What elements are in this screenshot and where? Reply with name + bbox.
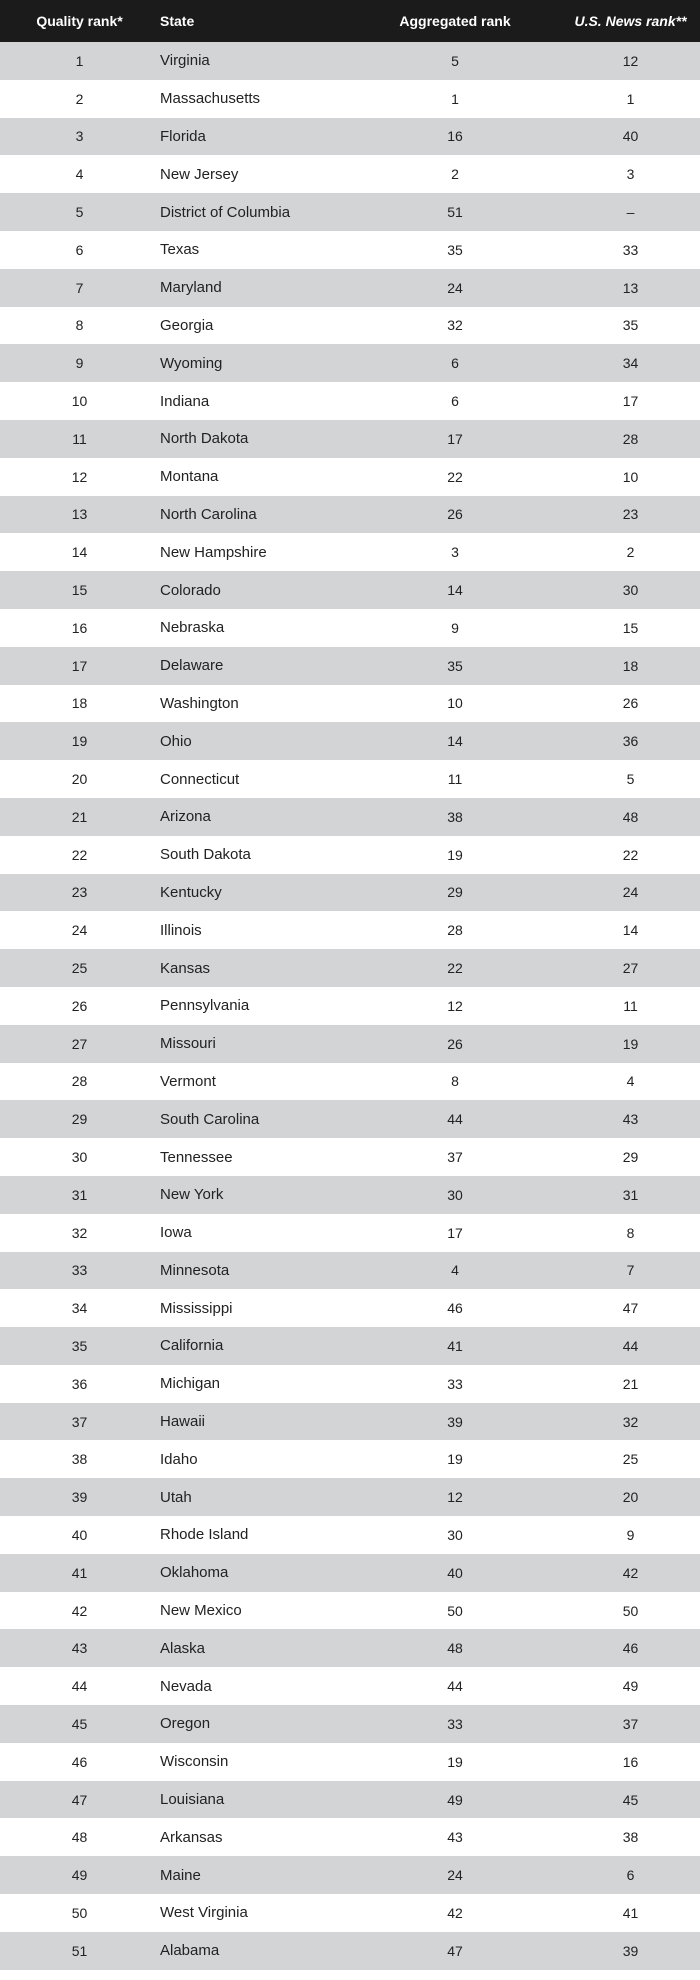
cell-us-news-rank: 14 — [622, 922, 639, 939]
cell-state: Washington — [160, 694, 239, 712]
cell-aggregated-rank: 17 — [447, 430, 463, 447]
cell-aggregated-rank: 33 — [447, 1715, 463, 1732]
cell-quality-rank: 32 — [71, 1224, 88, 1241]
table-row — [0, 1705, 700, 1743]
cell-aggregated-rank: 51 — [447, 204, 463, 221]
table-row — [0, 1554, 700, 1592]
cell-us-news-rank: 18 — [622, 657, 639, 674]
cell-us-news-rank: 7 — [626, 1262, 635, 1279]
cell-aggregated-rank: 35 — [447, 657, 463, 674]
cell-quality-rank: 29 — [71, 1111, 88, 1128]
table-row — [0, 155, 700, 193]
table-row — [0, 382, 700, 420]
cell-aggregated-rank: 30 — [447, 1186, 463, 1203]
table-row — [0, 1063, 700, 1101]
cell-aggregated-rank: 37 — [447, 1149, 463, 1165]
cell-aggregated-rank: 48 — [447, 1640, 463, 1657]
cell-quality-rank: 49 — [71, 1867, 88, 1884]
cell-us-news-rank: 38 — [622, 1829, 639, 1846]
cell-state: Utah — [160, 1488, 192, 1506]
cell-us-news-rank: 19 — [622, 1035, 639, 1052]
cell-aggregated-rank: 32 — [447, 317, 463, 334]
cell-state: Maryland — [160, 279, 222, 297]
cell-aggregated-rank: 41 — [447, 1337, 463, 1354]
cell-us-news-rank: 8 — [626, 1224, 635, 1241]
cell-quality-rank: 26 — [71, 997, 88, 1014]
table-row — [0, 1289, 700, 1327]
cell-quality-rank: 21 — [71, 808, 88, 825]
cell-us-news-rank: 1 — [626, 90, 635, 107]
table-row — [0, 1667, 700, 1705]
table-row — [0, 193, 700, 231]
cell-us-news-rank: 2 — [626, 544, 635, 561]
cell-us-news-rank: 50 — [622, 1602, 639, 1619]
cell-state: District of Columbia — [160, 203, 291, 221]
cell-aggregated-rank: 40 — [447, 1564, 463, 1581]
cell-quality-rank: 50 — [71, 1904, 88, 1921]
header-quality-rank: Quality rank* — [36, 13, 123, 29]
table-row — [0, 1592, 700, 1630]
cell-state: New Mexico — [160, 1602, 242, 1620]
cell-us-news-rank: 22 — [622, 846, 639, 863]
cell-aggregated-rank: 19 — [447, 846, 463, 863]
cell-aggregated-rank: 8 — [451, 1073, 459, 1090]
table-body — [0, 42, 700, 1970]
cell-aggregated-rank: 5 — [451, 52, 459, 69]
table-row — [0, 1138, 700, 1176]
table-row — [0, 1100, 700, 1138]
table-row — [0, 1365, 700, 1403]
cell-us-news-rank: 34 — [622, 355, 639, 372]
table-row — [0, 1403, 700, 1441]
cell-aggregated-rank: 11 — [447, 771, 463, 788]
cell-quality-rank: 45 — [71, 1715, 88, 1732]
cell-quality-rank: 2 — [75, 90, 84, 107]
cell-state: Connecticut — [160, 770, 240, 788]
cell-state: North Carolina — [160, 505, 257, 523]
cell-aggregated-rank: 6 — [451, 355, 459, 372]
cell-aggregated-rank: 29 — [447, 884, 463, 901]
cell-us-news-rank: 44 — [622, 1337, 639, 1354]
table-row — [0, 571, 700, 609]
cell-state: Alaska — [160, 1639, 206, 1657]
table-row — [0, 80, 700, 118]
cell-quality-rank: 16 — [71, 619, 88, 636]
cell-state: Wyoming — [160, 354, 223, 372]
cell-quality-rank: 39 — [71, 1489, 88, 1506]
cell-us-news-rank: 48 — [622, 808, 639, 825]
cell-us-news-rank: 4 — [626, 1073, 635, 1090]
cell-us-news-rank: 10 — [622, 468, 639, 485]
cell-us-news-rank: 5 — [626, 771, 635, 788]
cell-aggregated-rank: 24 — [447, 279, 463, 296]
cell-aggregated-rank: 46 — [447, 1300, 463, 1317]
cell-aggregated-rank: 50 — [447, 1602, 463, 1619]
table-row — [0, 458, 700, 496]
cell-quality-rank: 24 — [71, 922, 88, 939]
cell-us-news-rank: 6 — [626, 1867, 635, 1884]
table-row — [0, 1743, 700, 1781]
cell-us-news-rank: 33 — [622, 241, 639, 258]
cell-quality-rank: 4 — [75, 166, 84, 183]
cell-quality-rank: 36 — [71, 1375, 88, 1392]
cell-aggregated-rank: 9 — [451, 619, 459, 636]
cell-state: Hawaii — [160, 1413, 206, 1431]
cell-state: Rhode Island — [160, 1526, 249, 1544]
cell-quality-rank: 38 — [71, 1451, 88, 1468]
cell-state: Vermont — [160, 1072, 216, 1090]
cell-us-news-rank: 24 — [622, 884, 639, 901]
cell-state: Ohio — [160, 732, 192, 750]
cell-quality-rank: 23 — [71, 884, 88, 901]
cell-us-news-rank: 49 — [622, 1678, 639, 1695]
table-row — [0, 647, 700, 685]
cell-state: Illinois — [160, 921, 202, 939]
table-row — [0, 1176, 700, 1214]
cell-quality-rank: 25 — [71, 960, 88, 977]
cell-state: Idaho — [160, 1450, 198, 1468]
cell-quality-rank: 40 — [71, 1526, 88, 1543]
cell-aggregated-rank: 12 — [447, 1489, 463, 1506]
table-row — [0, 118, 700, 156]
cell-state: Tennessee — [160, 1148, 233, 1166]
cell-quality-rank: 9 — [75, 355, 84, 372]
cell-quality-rank: 15 — [71, 582, 88, 599]
cell-us-news-rank: 37 — [622, 1715, 639, 1732]
cell-us-news-rank: 9 — [626, 1526, 635, 1543]
cell-aggregated-rank: 38 — [447, 808, 463, 825]
cell-quality-rank: 41 — [71, 1564, 88, 1581]
cell-state: Missouri — [160, 1035, 216, 1053]
cell-quality-rank: 7 — [75, 279, 84, 296]
cell-quality-rank: 17 — [71, 657, 88, 674]
table-row — [0, 307, 700, 345]
cell-quality-rank: 18 — [71, 695, 88, 712]
cell-quality-rank: 11 — [72, 430, 87, 447]
table-row — [0, 609, 700, 647]
table-row — [0, 1818, 700, 1856]
cell-us-news-rank: – — [626, 204, 635, 221]
cell-us-news-rank: 25 — [622, 1451, 639, 1468]
cell-quality-rank: 35 — [71, 1337, 88, 1354]
cell-quality-rank: 34 — [71, 1300, 88, 1317]
cell-aggregated-rank: 43 — [447, 1829, 463, 1846]
cell-us-news-rank: 17 — [622, 393, 639, 410]
table-row — [0, 533, 700, 571]
cell-state: Colorado — [160, 581, 221, 599]
cell-us-news-rank: 16 — [622, 1753, 639, 1770]
cell-state: Arizona — [160, 808, 211, 826]
table-row — [0, 269, 700, 307]
cell-aggregated-rank: 42 — [447, 1904, 463, 1921]
table-row — [0, 496, 700, 534]
cell-us-news-rank: 46 — [622, 1640, 639, 1657]
table-row — [0, 874, 700, 912]
cell-state: Maine — [160, 1866, 201, 1884]
cell-quality-rank: 27 — [71, 1035, 88, 1052]
cell-aggregated-rank: 17 — [447, 1224, 463, 1241]
cell-state: Mississippi — [160, 1299, 233, 1317]
cell-state: Minnesota — [160, 1261, 230, 1279]
cell-aggregated-rank: 47 — [447, 1942, 463, 1959]
table-row — [0, 1932, 700, 1970]
table-row — [0, 836, 700, 874]
table-row — [0, 42, 700, 80]
cell-aggregated-rank: 33 — [447, 1375, 463, 1392]
cell-quality-rank: 37 — [71, 1413, 88, 1430]
cell-aggregated-rank: 26 — [447, 1035, 463, 1052]
cell-state: Georgia — [160, 316, 214, 334]
cell-quality-rank: 51 — [71, 1942, 88, 1959]
cell-state: Kentucky — [160, 883, 222, 901]
cell-us-news-rank: 30 — [622, 582, 639, 599]
table-row — [0, 1781, 700, 1819]
table-row — [0, 420, 700, 458]
table-row — [0, 722, 700, 760]
cell-state: West Virginia — [160, 1904, 248, 1922]
cell-us-news-rank: 45 — [622, 1791, 639, 1808]
cell-aggregated-rank: 14 — [447, 733, 463, 750]
cell-state: Massachusetts — [160, 90, 261, 108]
cell-us-news-rank: 28 — [622, 430, 639, 447]
cell-state: Wisconsin — [160, 1753, 229, 1771]
cell-quality-rank: 44 — [71, 1678, 88, 1695]
cell-quality-rank: 12 — [71, 468, 88, 485]
cell-quality-rank: 20 — [71, 771, 88, 788]
table-row — [0, 1327, 700, 1365]
table-row — [0, 911, 700, 949]
table-row — [0, 1516, 700, 1554]
header-row — [0, 0, 700, 42]
cell-aggregated-rank: 4 — [451, 1262, 459, 1279]
cell-us-news-rank: 11 — [623, 997, 638, 1014]
cell-us-news-rank: 31 — [622, 1186, 639, 1203]
cell-aggregated-rank: 3 — [451, 544, 459, 561]
cell-us-news-rank: 39 — [622, 1942, 639, 1959]
cell-aggregated-rank: 16 — [447, 128, 463, 145]
cell-aggregated-rank: 44 — [447, 1678, 463, 1695]
cell-us-news-rank: 27 — [622, 960, 639, 977]
table-row — [0, 1856, 700, 1894]
table-row — [0, 1629, 700, 1667]
cell-state: Virginia — [160, 52, 210, 70]
cell-aggregated-rank: 14 — [447, 582, 463, 599]
cell-quality-rank: 5 — [75, 204, 84, 221]
cell-quality-rank: 22 — [71, 846, 88, 863]
table-row — [0, 760, 700, 798]
cell-us-news-rank: 29 — [622, 1149, 639, 1165]
cell-aggregated-rank: 22 — [447, 468, 463, 485]
cell-us-news-rank: 3 — [626, 166, 635, 183]
table-row — [0, 949, 700, 987]
cell-aggregated-rank: 10 — [447, 695, 463, 712]
table-row — [0, 685, 700, 723]
cell-us-news-rank: 32 — [622, 1413, 639, 1430]
table-row — [0, 1894, 700, 1932]
cell-us-news-rank: 43 — [622, 1111, 639, 1128]
cell-us-news-rank: 36 — [622, 733, 639, 750]
cell-state: Kansas — [160, 959, 211, 977]
cell-aggregated-rank: 26 — [447, 506, 463, 523]
cell-state: Florida — [160, 127, 206, 145]
cell-quality-rank: 28 — [71, 1073, 88, 1090]
cell-aggregated-rank: 44 — [447, 1111, 463, 1128]
cell-state: Arkansas — [160, 1828, 223, 1846]
cell-state: Oregon — [160, 1715, 211, 1733]
cell-us-news-rank: 40 — [622, 128, 639, 145]
cell-state: Delaware — [160, 657, 224, 675]
table-row — [0, 1214, 700, 1252]
cell-us-news-rank: 20 — [622, 1489, 639, 1506]
cell-quality-rank: 1 — [75, 52, 84, 69]
cell-state: Alabama — [160, 1942, 220, 1960]
cell-aggregated-rank: 49 — [447, 1791, 463, 1808]
cell-quality-rank: 3 — [75, 128, 84, 145]
cell-quality-rank: 42 — [71, 1602, 88, 1619]
cell-us-news-rank: 41 — [622, 1904, 639, 1921]
cell-aggregated-rank: 35 — [447, 241, 463, 258]
cell-us-news-rank: 13 — [622, 279, 639, 296]
cell-quality-rank: 33 — [71, 1262, 88, 1279]
cell-state: New York — [160, 1186, 224, 1204]
cell-state: California — [160, 1337, 224, 1355]
table-row — [0, 1440, 700, 1478]
table-row — [0, 344, 700, 382]
table-header — [0, 0, 700, 42]
header-aggregated-rank: Aggregated rank — [399, 13, 511, 29]
table-row — [0, 798, 700, 836]
cell-aggregated-rank: 39 — [447, 1413, 463, 1430]
cell-quality-rank: 48 — [71, 1829, 88, 1846]
cell-state: North Dakota — [160, 430, 249, 448]
cell-aggregated-rank: 19 — [447, 1451, 463, 1468]
cell-state: South Dakota — [160, 846, 251, 864]
cell-state: Louisiana — [160, 1791, 225, 1809]
cell-quality-rank: 43 — [71, 1640, 88, 1657]
cell-aggregated-rank: 30 — [447, 1526, 463, 1543]
table-row — [0, 1252, 700, 1290]
cell-state: Nebraska — [160, 619, 225, 637]
cell-quality-rank: 30 — [71, 1149, 88, 1165]
cell-quality-rank: 10 — [71, 393, 88, 410]
cell-aggregated-rank: 22 — [447, 960, 463, 977]
cell-aggregated-rank: 12 — [447, 997, 463, 1014]
table-row — [0, 231, 700, 269]
cell-state: Oklahoma — [160, 1564, 229, 1582]
cell-us-news-rank: 42 — [622, 1564, 639, 1581]
cell-state: Indiana — [160, 392, 210, 410]
cell-aggregated-rank: 28 — [447, 922, 463, 939]
cell-quality-rank: 13 — [71, 506, 88, 523]
cell-quality-rank: 8 — [75, 317, 84, 334]
header-state: State — [160, 13, 195, 29]
cell-quality-rank: 14 — [71, 544, 88, 561]
cell-aggregated-rank: 2 — [451, 166, 459, 183]
table-row — [0, 987, 700, 1025]
cell-quality-rank: 19 — [71, 733, 88, 750]
cell-state: Montana — [160, 468, 219, 486]
cell-quality-rank: 46 — [71, 1753, 88, 1770]
cell-aggregated-rank: 19 — [447, 1753, 463, 1770]
cell-aggregated-rank: 24 — [447, 1867, 463, 1884]
cell-us-news-rank: 26 — [622, 695, 639, 712]
table-row — [0, 1478, 700, 1516]
cell-aggregated-rank: 1 — [451, 90, 459, 107]
cell-state: Texas — [160, 241, 200, 259]
cell-aggregated-rank: 6 — [451, 393, 459, 410]
cell-us-news-rank: 47 — [622, 1300, 639, 1317]
cell-state: New Hampshire — [160, 543, 267, 561]
cell-us-news-rank: 35 — [622, 317, 639, 334]
cell-us-news-rank: 12 — [622, 52, 639, 69]
cell-state: Michigan — [160, 1375, 221, 1393]
cell-quality-rank: 6 — [75, 241, 84, 258]
cell-us-news-rank: 15 — [622, 619, 639, 636]
cell-us-news-rank: 21 — [622, 1375, 639, 1392]
table-row — [0, 1025, 700, 1063]
cell-state: Pennsylvania — [160, 997, 250, 1015]
cell-state: Iowa — [160, 1224, 192, 1242]
cell-state: New Jersey — [160, 165, 239, 183]
cell-us-news-rank: 23 — [622, 506, 639, 523]
cell-state: Nevada — [160, 1677, 212, 1695]
header-us-news-rank: U.S. News rank** — [574, 13, 687, 29]
cell-quality-rank: 31 — [71, 1186, 88, 1203]
cell-quality-rank: 47 — [71, 1791, 88, 1808]
cell-state: South Carolina — [160, 1110, 260, 1128]
